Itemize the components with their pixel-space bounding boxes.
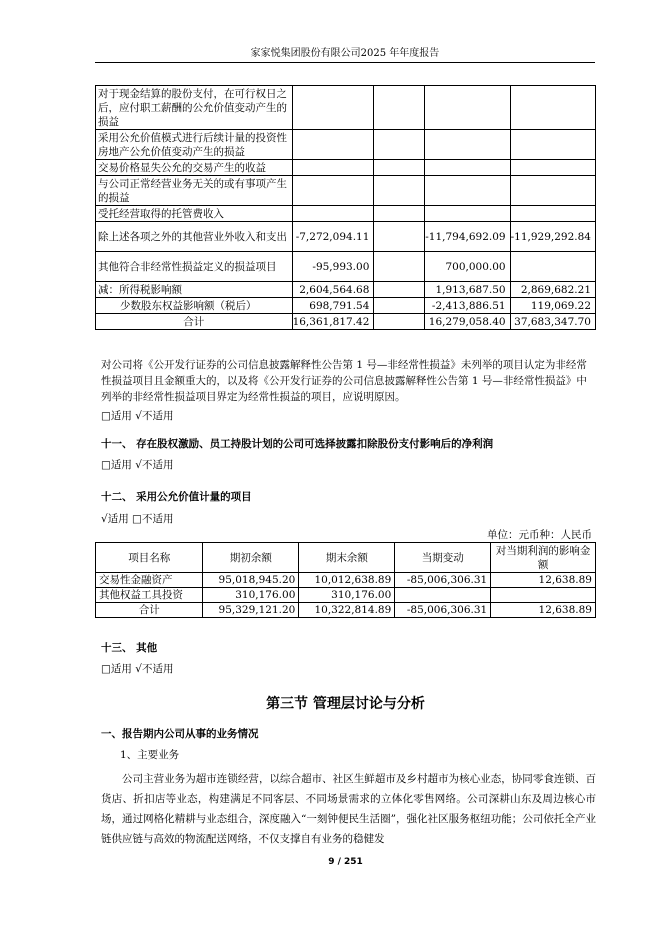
applicability-check-2: □适用 √不适用 bbox=[101, 459, 174, 471]
item-name: 合计 bbox=[96, 603, 203, 618]
row-label: 除上述各项之外的其他营业外收入和支出 bbox=[96, 222, 293, 252]
value-note bbox=[374, 130, 425, 160]
period-change: -85,006,306.31 bbox=[395, 603, 491, 618]
non-recurring-gains-table bbox=[95, 85, 596, 330]
table-row bbox=[96, 282, 596, 298]
value-current: 16,361,817.42 bbox=[292, 314, 374, 330]
value-prior: -2,413,886.51 bbox=[425, 298, 510, 314]
unit-currency-label: 单位：元币种：人民币 bbox=[487, 529, 592, 541]
applicability-check-1: □适用 √不适用 bbox=[101, 410, 174, 422]
row-label: 减：所得税影响额 bbox=[96, 282, 293, 298]
page-number: 9 / 251 bbox=[328, 857, 363, 867]
table-row bbox=[96, 160, 596, 176]
value-prior: 1,913,687.50 bbox=[425, 282, 510, 298]
header-profit-impact: 对当期利润的影响金额 bbox=[491, 543, 596, 573]
value-current bbox=[292, 206, 374, 222]
value-note bbox=[374, 282, 425, 298]
value-prior2 bbox=[510, 206, 595, 222]
row-label: 少数股东权益影响额（税后） bbox=[96, 298, 293, 314]
table-row bbox=[96, 86, 596, 130]
note-paragraph: 对公司将《公开发行证券的公司信息披露解释性公告第 1 号—非经常性损益》未列举的项目认定为非经常性损益项目且金额重大的，以及将《公开发行证券的公司信息披露解释性公告第 1 号—非经常性损益》中列举的非经常性损益项目界定为经常性损益的项目，应说明原因。 bbox=[101, 359, 587, 403]
item-name: 交易性金融资产 bbox=[96, 573, 203, 588]
row-label: 对于现金结算的股份支付，在可行权日之后，应付职工薪酬的公允价值变动产生的损益 bbox=[96, 86, 293, 130]
profit-impact bbox=[491, 588, 596, 603]
value-prior2 bbox=[510, 176, 595, 206]
value-note bbox=[374, 86, 425, 130]
main-business-body: 公司主营业务为超市连锁经营，以综合超市、社区生鲜超市及乡村超市为核心业态，协同零食连锁、百货店、折扣店等业态，构建满足不同客层、不同场景需求的立体化零售网络。公司深耕山东及周边核心市场，通过网格化精耕与业态组合，深度融入“一刻钟便民生活圈”，强化社区服务枢纽功能；公司依托全产业链供应链与高效的物流配送网络，不仅支撑自有业务的稳健发 bbox=[101, 773, 596, 845]
table-header-row bbox=[96, 543, 596, 573]
value-prior bbox=[425, 176, 510, 206]
row-label: 其他符合非经常性损益定义的损益项目 bbox=[96, 252, 293, 282]
table-row bbox=[96, 222, 596, 252]
applicability-check-4: □适用 √不适用 bbox=[101, 663, 174, 675]
header-item-name: 项目名称 bbox=[96, 543, 203, 573]
subsection-heading: 一、报告期内公司从事的业务情况 bbox=[101, 728, 259, 740]
row-label: 与公司正常经营业务无关的或有事项产生的损益 bbox=[96, 176, 293, 206]
table-row bbox=[96, 130, 596, 160]
value-note bbox=[374, 252, 425, 282]
value-prior bbox=[425, 206, 510, 222]
period-change bbox=[395, 588, 491, 603]
value-current: -7,272,094.11 bbox=[292, 222, 374, 252]
section-12-heading: 十二、 采用公允价值计量的项目 bbox=[101, 491, 252, 503]
value-note bbox=[374, 222, 425, 252]
value-note bbox=[374, 314, 425, 330]
row-label: 受托经营取得的托管费收入 bbox=[96, 206, 293, 222]
profit-impact: 12,638.89 bbox=[491, 573, 596, 588]
page-header: 家家悦集团股份有限公司2025 年年度报告 bbox=[95, 44, 595, 63]
table-row bbox=[96, 252, 596, 282]
value-prior2: 119,069.22 bbox=[510, 298, 595, 314]
table-row bbox=[96, 588, 596, 603]
end-balance: 10,322,814.89 bbox=[299, 603, 395, 618]
value-current bbox=[292, 86, 374, 130]
value-prior2: 2,869,682.21 bbox=[510, 282, 595, 298]
table-row bbox=[96, 603, 596, 618]
fair-value-table bbox=[95, 542, 596, 618]
section-13-heading: 十三、 其他 bbox=[101, 642, 158, 654]
end-balance: 310,176.00 bbox=[299, 588, 395, 603]
value-current: 698,791.54 bbox=[292, 298, 374, 314]
table-row bbox=[96, 206, 596, 222]
begin-balance: 95,329,121.20 bbox=[203, 603, 299, 618]
begin-balance: 310,176.00 bbox=[203, 588, 299, 603]
row-label: 交易价格显失公允的交易产生的收益 bbox=[96, 160, 293, 176]
value-note bbox=[374, 160, 425, 176]
value-note bbox=[374, 298, 425, 314]
value-current bbox=[292, 130, 374, 160]
period-change: -85,006,306.31 bbox=[395, 573, 491, 588]
section-11-heading: 十一、 存在股权激励、员工持股计划的公司可选择披露扣除股份支付影响后的净利润 bbox=[101, 438, 494, 450]
value-prior bbox=[425, 130, 510, 160]
value-prior: 700,000.00 bbox=[425, 252, 510, 282]
value-current: -95,993.00 bbox=[292, 252, 374, 282]
value-prior2 bbox=[510, 160, 595, 176]
value-current: 2,604,564.68 bbox=[292, 282, 374, 298]
value-prior2 bbox=[510, 86, 595, 130]
header-change: 当期变动 bbox=[395, 543, 491, 573]
value-prior2 bbox=[510, 252, 595, 282]
table-row bbox=[96, 573, 596, 588]
value-note bbox=[374, 206, 425, 222]
value-note bbox=[374, 176, 425, 206]
value-prior2: -11,929,292.84 bbox=[510, 222, 595, 252]
end-balance: 10,012,638.89 bbox=[299, 573, 395, 588]
value-prior: -11,794,692.09 bbox=[425, 222, 510, 252]
item-name: 其他权益工具投资 bbox=[96, 588, 203, 603]
value-prior2 bbox=[510, 130, 595, 160]
table-row bbox=[96, 314, 596, 330]
profit-impact: 12,638.89 bbox=[491, 603, 596, 618]
value-prior: 16,279,058.40 bbox=[425, 314, 510, 330]
chapter-title: 第三节 管理层讨论与分析 bbox=[266, 696, 425, 712]
table-row bbox=[96, 298, 596, 314]
value-current bbox=[292, 160, 374, 176]
table-row bbox=[96, 176, 596, 206]
row-label: 合计 bbox=[96, 314, 293, 330]
value-current bbox=[292, 176, 374, 206]
header-end-balance: 期末余额 bbox=[299, 543, 395, 573]
value-prior bbox=[425, 160, 510, 176]
row-label: 采用公允价值模式进行后续计量的投资性房地产公允价值变动产生的损益 bbox=[96, 130, 293, 160]
main-business-heading: 1、主要业务 bbox=[120, 749, 180, 761]
begin-balance: 95,018,945.20 bbox=[203, 573, 299, 588]
header-begin-balance: 期初余额 bbox=[203, 543, 299, 573]
applicability-check-3: √适用 □不适用 bbox=[101, 513, 174, 525]
value-prior2: 37,683,347.70 bbox=[510, 314, 595, 330]
value-prior bbox=[425, 86, 510, 130]
